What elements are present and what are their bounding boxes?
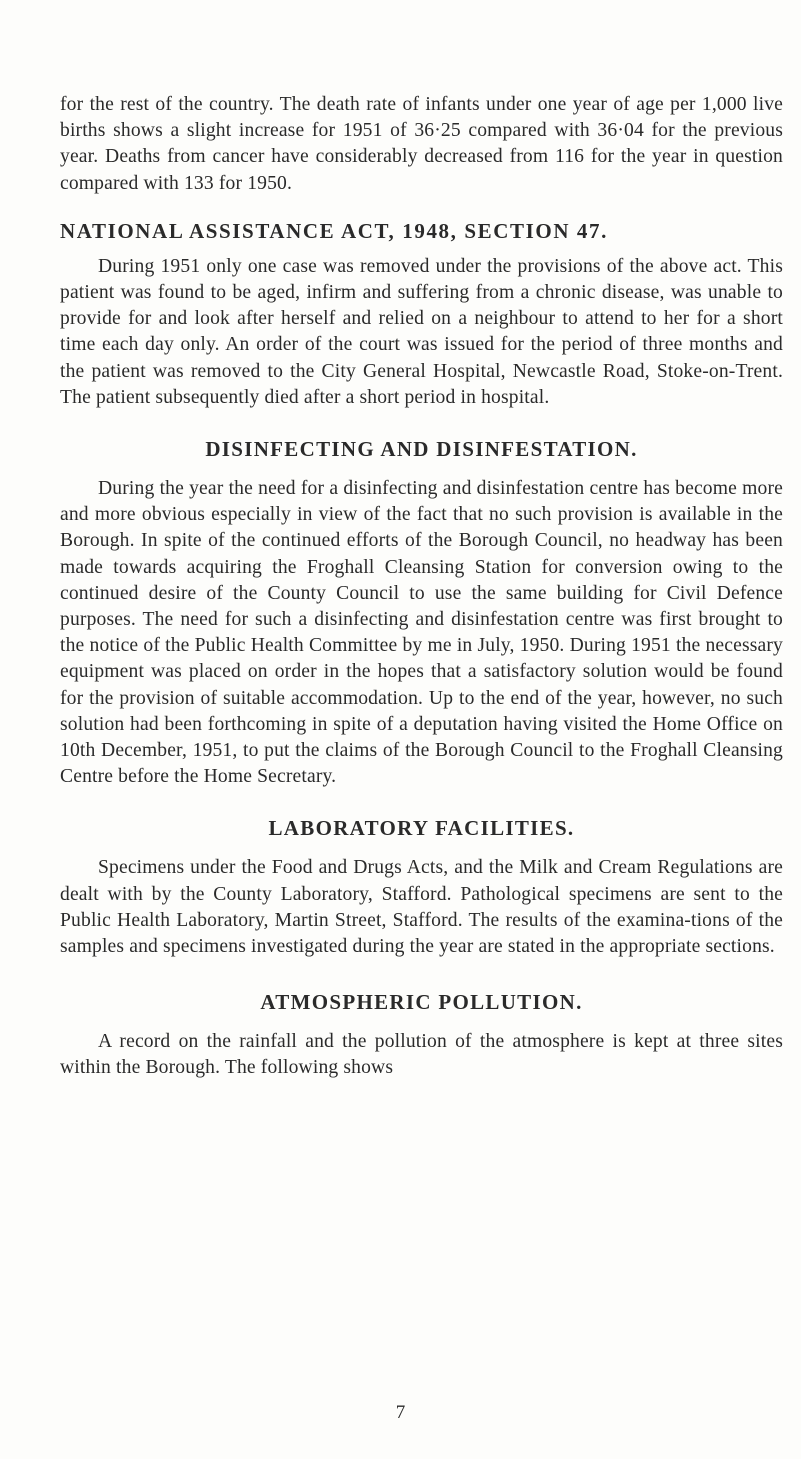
intro-paragraph: for the rest of the country. The death rate of infants under one year of age per 1,000 live births shows a slight increase for 1951 of 36·25 compared with 36·04 for the previous year. Deaths from cancer have considerably decreased from 116 for the year in question compared with 133 for 1950. (60, 94, 783, 194)
section-body-laboratory: Specimens under the Food and Drugs Acts, and the Milk and Cream Regulations are dealt with by the County Laboratory, Stafford. Pathological specimens are sent to the Public Health Laboratory, Martin Street, Stafford. The results of the examina-tions of the samples and specimens investigated during the year are stated in the appropriate sections. (60, 857, 783, 958)
page-number: 7 (395, 1402, 406, 1423)
section-body-national-assistance: During 1951 only one case was removed under the provisions of the above act. This patient was found to be aged, infirm and suffering from a chronic disease, was unable to provide for and look after herself and relied on a neighbour to attend to her for a short time each day only. An order of the court was issued for the period of three months and the patient was removed to the City General Hospital, Newcastle Road, Stoke-on-Trent. The patient subsequently died after a short period in hospital. (60, 255, 783, 408)
section-heading-atmospheric: ATMOSPHERIC POLLUTION. (260, 990, 583, 1015)
document-page (60, 92, 783, 1082)
section-heading-disinfecting: DISINFECTING AND DISINFESTATION. (205, 437, 638, 462)
section-body-disinfecting: During the year the need for a disinfecting and disinfestation centre has become more and more obvious especially in view of the fact that no such provision is available in the Borough. In spite of the continued efforts of the Borough Council, no headway has been made towards acquiring the Froghall Cleansing Station for conversion owing to the continued desire of the County Council to use the same building for Civil Defence purposes. The need for such a disinfecting and disinfestation centre was first brought to the notice of the Public Health Committee by me in July, 1950. During 1951 the necessary equipment was placed on order in the hopes that a satisfactory solution would be found for the provision of suitable accommodation. Up to the end of the year, however, no such solution had been forthcoming in spite of a deputation having visited the Home Office on 10th December, 1951, to put the claims of the Borough Council to the Froghall Cleansing Centre before the Home Secretary. (60, 478, 783, 788)
section-heading-laboratory: LABORATORY FACILITIES. (268, 816, 575, 841)
section-heading-national-assistance: NATIONAL ASSISTANCE ACT, 1948, SECTION 47. (60, 218, 608, 243)
section-body-atmospheric: A record on the rainfall and the pollution of the atmosphere is kept at three sites within the Borough. The following shows (60, 1031, 783, 1079)
